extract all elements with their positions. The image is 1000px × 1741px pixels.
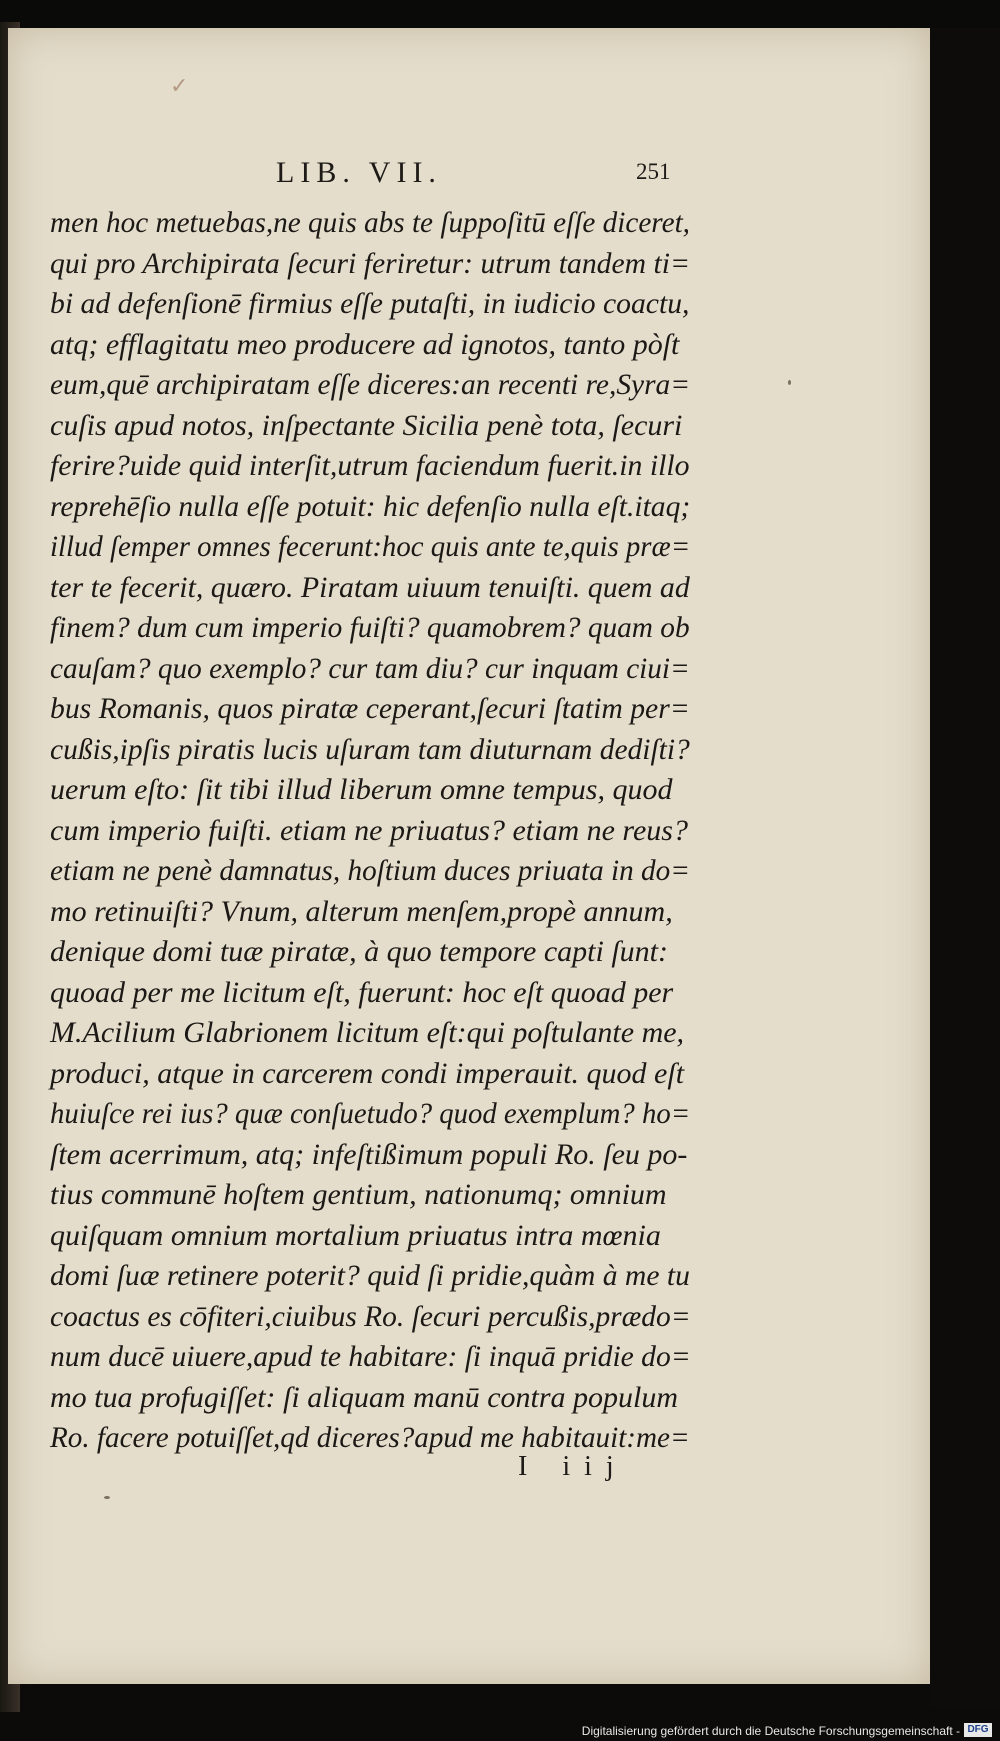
folio-number: 251 [636,159,671,184]
text-line: domi ſuæ retinere poterit? quid ſi pridie,quàm à me tu [50,1259,690,1292]
text-line: quoad per me licitum eſt, fuerunt: hoc eſt quoad per [50,975,674,1009]
paper-speck [788,380,791,385]
text-line: atq; efflagitatu meo producere ad ignotos, tanto pòſt [50,327,680,361]
text-line: cußis,ipſis piratis lucis uſuram tam diuturnam dediſti? [50,732,690,766]
text-line: etiam ne penè damnatus, hoſtium duces priuata in do= [50,854,690,887]
text-line: ter te fecerit, quæro. Piratam uiuum tenuiſti. quem ad [50,570,690,604]
text-line: uerum eſto: ſit tibi illud liberum omne tempus, quod [50,773,673,806]
text-line: illud ſemper omnes fecerunt:hoc quis ante te,quis præ= [50,530,691,563]
text-line: eum,quē archipiratam eſſe diceres:an recenti re,Syra= [50,368,691,401]
text-line: M.Acilium Glabrionem licitum eſt:qui poſtulante me, [50,1016,685,1049]
text-line: num ducē uiuere,apud te habitare: ſi inquā pridie do= [50,1340,691,1373]
text-line: reprehēſio nulla eſſe potuit: hic defenſio nulla eſt.itaq; [50,489,691,523]
text-line: men hoc metuebas,ne quis abs te ſuppoſitū eſſe diceret, [50,206,690,239]
paper-speck [104,1496,110,1499]
text-line: denique domi tuæ piratæ, à quo tempore capti ſunt: [50,935,669,968]
text-line: mo tua profugiſſet: ſi aliquam manū contra populum [50,1380,679,1414]
text-line: quiſquam omnium mortalium priuatus intra mœnia [50,1218,661,1252]
running-head: LIB. VII. [276,156,442,189]
margin-pencil-mark: ✓ [170,74,189,99]
scan-right-border [930,28,1000,1708]
text-line: ſtem acerrimum, atq; infeſtißimum populi Ro. ſeu po- [50,1137,688,1171]
signature-mark: I iij [518,1451,628,1482]
scan-top-border [0,0,1000,30]
text-line: cuſis apud notos, inſpectante Sicilia penè tota, ſecuri [50,408,683,442]
text-line: coactus es cōfiteri,ciuibus Ro. ſecuri percußis,prædo= [50,1299,691,1333]
text-line: bi ad defenſionē firmius eſſe putaſti, in iudicio coactu, [50,287,690,320]
text-line: produci, atque in carcerem condi imperauit. quod eſt [50,1056,685,1090]
digitization-credit: Digitalisierung gefördert durch die Deutsche Forschungsgemeinschaft - [581,1724,960,1738]
text-line: bus Romanis, quos piratæ ceperant,ſecuri ſtatim per= [50,692,690,725]
text-line: mo retinuiſti? Vnum, alterum menſem,propè annum, [50,894,673,928]
text-line: tius communē hoſtem gentium, nationumq; omnium [50,1178,667,1211]
text-line: huiuſce rei ius? quæ conſuetudo? quod exemplum? ho= [50,1097,691,1130]
text-line: finem? dum cum imperio fuiſti? quamobrem? quam ob [50,611,690,644]
text-line: qui pro Archipirata ſecuri feriretur: utrum tandem ti= [50,246,691,280]
text-line: Ro. facere potuiſſet,qd diceres?apud me habitauit:me= [50,1421,690,1454]
dfg-logo: DFG [964,1723,992,1737]
book-page [8,28,930,1684]
text-line: ferire?uide quid interſit,utrum faciendum fuerit.in illo [50,449,690,482]
text-line: cum imperio fuiſti. etiam ne priuatus? etiam ne reus? [50,813,688,847]
body-text [50,203,690,1459]
page-header [8,128,930,189]
text-line: cauſam? quo exemplo? cur tam diu? cur inquam ciui= [50,651,690,685]
